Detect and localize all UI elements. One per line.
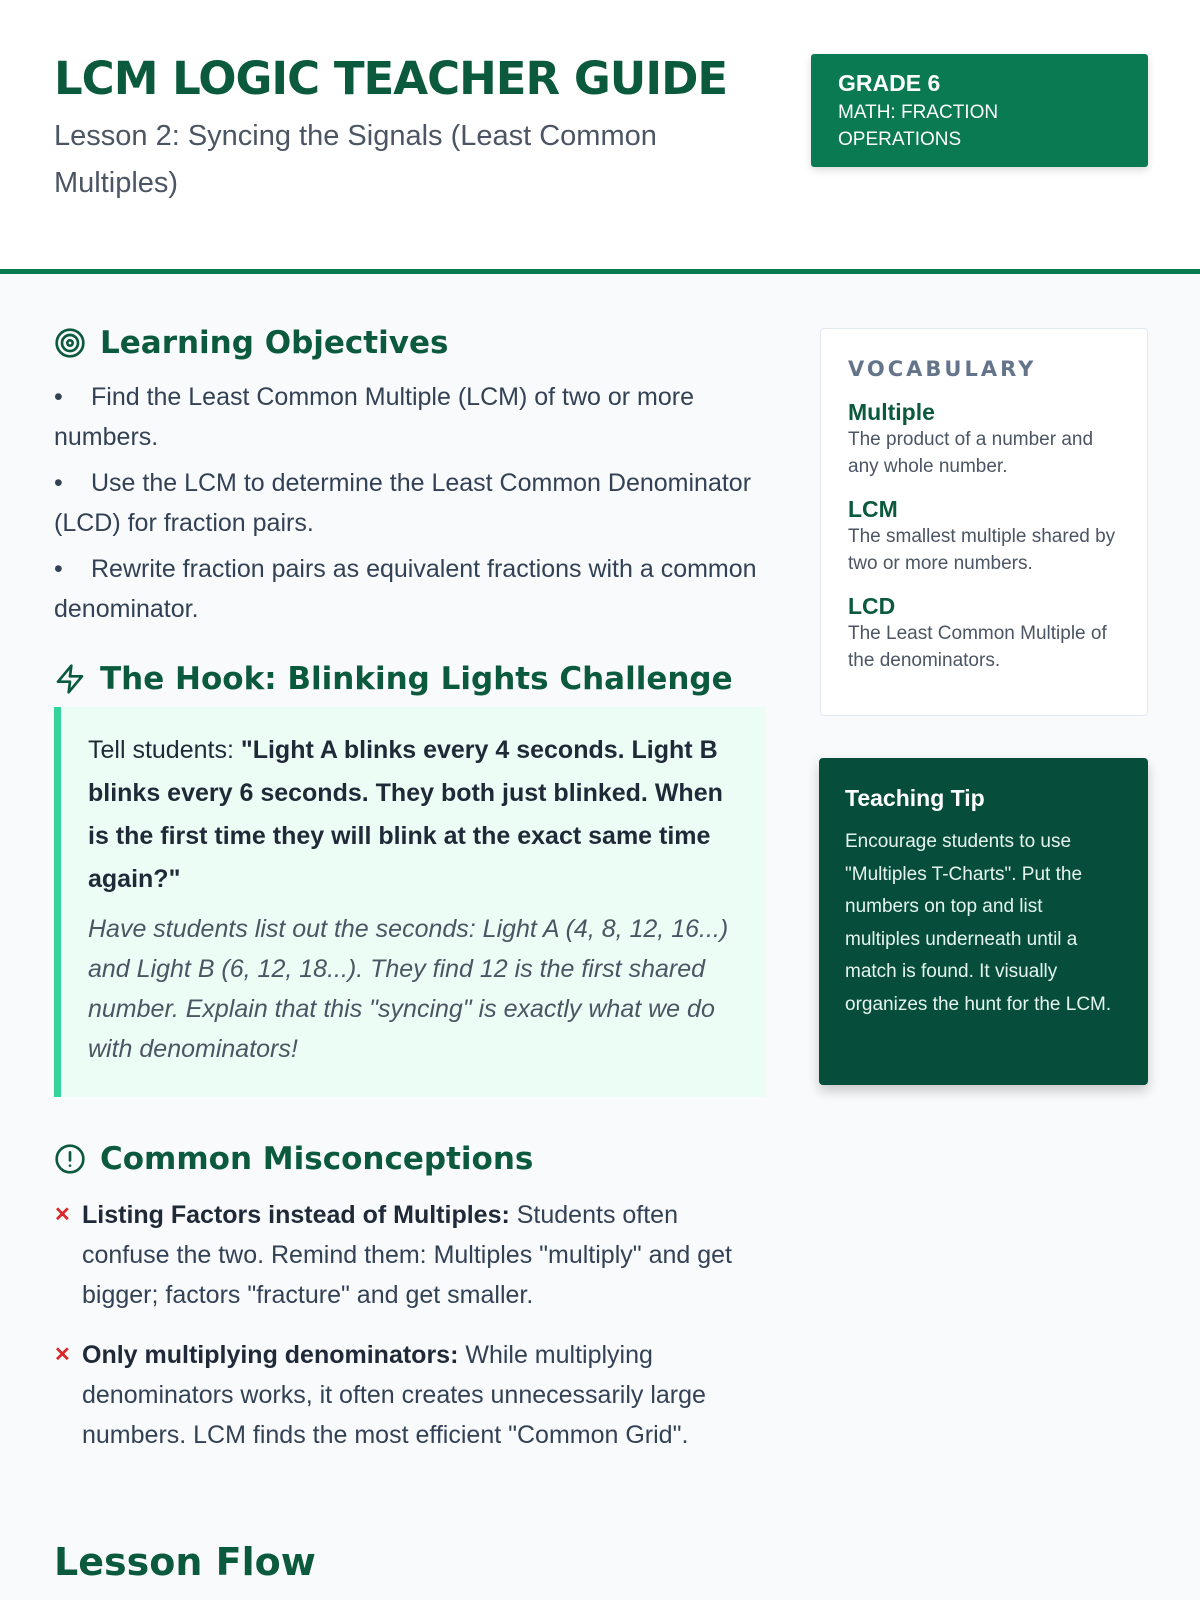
x-icon: ✕: [54, 1204, 71, 1226]
hook-question: [88, 729, 736, 901]
vocab-definition: The Least Common Multiple of the denominators.: [848, 623, 1107, 671]
list-item: [54, 1335, 766, 1455]
vocab-term: LCM: [848, 496, 898, 522]
page-title: LCM LOGIC TEACHER GUIDE: [54, 52, 728, 105]
misconception-text: Students often confuse the two. Remind them: Multiples "multiply" and get bigger; factors "fracture" and get smaller.: [82, 1201, 732, 1309]
list-item: • Rewrite fraction pairs as equivalent fractions with a common denominator.: [54, 549, 766, 629]
objectives-heading: [54, 325, 766, 361]
x-icon: ✕: [54, 1344, 71, 1366]
grade-label: GRADE 6: [838, 70, 941, 96]
misconceptions-heading: [54, 1141, 766, 1177]
hook-callout: [54, 707, 766, 1097]
target-icon: [54, 327, 86, 359]
grade-badge: [811, 54, 1148, 167]
vocab-term: Multiple: [848, 399, 935, 425]
vocab-definition: The product of a number and any whole number.: [848, 429, 1094, 477]
hook-heading-text: The Hook: Blinking Lights Challenge: [100, 661, 733, 697]
hook-heading: [54, 661, 766, 697]
objectives-heading-text: Learning Objectives: [100, 325, 449, 361]
main-content: [54, 325, 766, 1475]
vocabulary-card: [820, 328, 1148, 716]
lightning-icon: [54, 663, 86, 695]
page-subtitle: Lesson 2: Syncing the Signals (Least Common Multiples): [54, 120, 657, 199]
subject-label: MATH: FRACTION OPERATIONS: [838, 102, 999, 150]
vocab-term: LCD: [848, 593, 896, 619]
page-header: [0, 0, 1200, 274]
alert-circle-icon: [54, 1143, 86, 1175]
teaching-tip-card: [819, 758, 1148, 1085]
misconception-text: While multiplying denominators works, it often creates unnecessarily large numbers. LCM finds the most efficient "Common Grid".: [82, 1341, 706, 1449]
tip-body: Encourage students to use "Multiples T-Charts". Put the numbers on top and list multiples underneath until a match is found. It visually organizes the hunt for the LCM.: [845, 831, 1112, 1015]
list-item: • Find the Least Common Multiple (LCM) of two or more numbers.: [54, 377, 766, 457]
vocab-definition: The smallest multiple shared by two or more numbers.: [848, 526, 1116, 574]
tip-heading: Teaching Tip: [845, 785, 985, 811]
list-item: [54, 1195, 766, 1315]
misconceptions-list: [54, 1195, 766, 1455]
vocabulary-heading: VOCABULARY: [848, 357, 1037, 381]
misconception-title: Only multiplying denominators:: [82, 1341, 459, 1369]
lesson-flow-heading: Lesson Flow: [54, 1540, 316, 1584]
hook-note: Have students list out the seconds: Light A (4, 8, 12, 16...) and Light B (6, 12, 18...). They find 12 is the first shared number. Explain that this "syncing" is exactly what we do with denominators!: [88, 915, 729, 1063]
hook-quote: "Light A blinks every 4 seconds. Light B blinks every 6 seconds. They both just blinked. When is the first time they will blink at the exact same time again?": [88, 736, 723, 893]
objectives-list: [54, 377, 766, 629]
hook-prefix: Tell students:: [88, 736, 241, 764]
misconceptions-heading-text: Common Misconceptions: [100, 1141, 534, 1177]
list-item: • Use the LCM to determine the Least Common Denominator (LCD) for fraction pairs.: [54, 463, 766, 543]
misconception-title: Listing Factors instead of Multiples:: [82, 1201, 510, 1229]
